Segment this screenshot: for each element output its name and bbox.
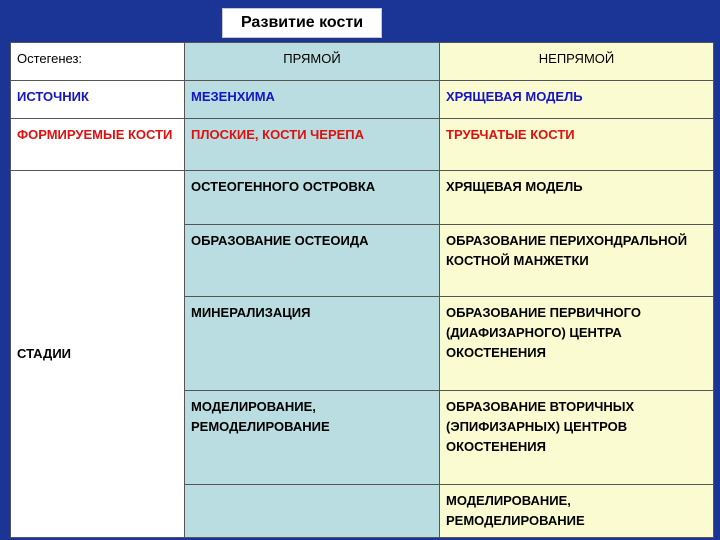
formed-bones-direct: ПЛОСКИЕ, КОСТИ ЧЕРЕПА — [185, 119, 440, 171]
source-label: ИСТОЧНИК — [11, 81, 185, 119]
stage-indirect: ОБРАЗОВАНИЕ ПЕРВИЧНОГО (ДИАФИЗАРНОГО) ЦЕНТРА ОКОСТЕНЕНИЯ — [440, 297, 714, 391]
stages-label: СТАДИИ — [11, 171, 185, 538]
slide-title: Развитие кости — [222, 8, 382, 38]
formed-bones-row — [11, 119, 714, 171]
stage-direct: МОДЕЛИРОВАНИЕ, РЕМОДЕЛИРОВАНИЕ — [185, 391, 440, 485]
stage-indirect: ХРЯЩЕВАЯ МОДЕЛЬ — [440, 171, 714, 225]
stage-direct: ОСТЕОГЕННОГО ОСТРОВКА — [185, 171, 440, 225]
formed-bones-label: ФОРМИРУЕМЫЕ КОСТИ — [11, 119, 185, 171]
stage-direct: ОБРАЗОВАНИЕ ОСТЕОИДА — [185, 225, 440, 297]
source-direct: МЕЗЕНХИМА — [185, 81, 440, 119]
stage-indirect: ОБРАЗОВАНИЕ ПЕРИХОНДРАЛЬНОЙ КОСТНОЙ МАНЖЕТКИ — [440, 225, 714, 297]
table-header-row — [11, 43, 714, 81]
osteogenesis-table — [10, 42, 714, 538]
header-cell-indirect: НЕПРЯМОЙ — [440, 43, 714, 81]
header-cell-direct: ПРЯМОЙ — [185, 43, 440, 81]
source-row — [11, 81, 714, 119]
stage-indirect: ОБРАЗОВАНИЕ ВТОРИЧНЫХ (ЭПИФИЗАРНЫХ) ЦЕНТРОВ ОКОСТЕНЕНИЯ — [440, 391, 714, 485]
stage-row — [11, 171, 714, 225]
stage-direct: МИНЕРАЛИЗАЦИЯ — [185, 297, 440, 391]
header-cell-osteogenesis: Остегенез: — [11, 43, 185, 81]
source-indirect: ХРЯЩЕВАЯ МОДЕЛЬ — [440, 81, 714, 119]
stage-indirect: МОДЕЛИРОВАНИЕ, РЕМОДЕЛИРОВАНИЕ — [440, 485, 714, 538]
formed-bones-indirect: ТРУБЧАТЫЕ КОСТИ — [440, 119, 714, 171]
stage-direct — [185, 485, 440, 538]
